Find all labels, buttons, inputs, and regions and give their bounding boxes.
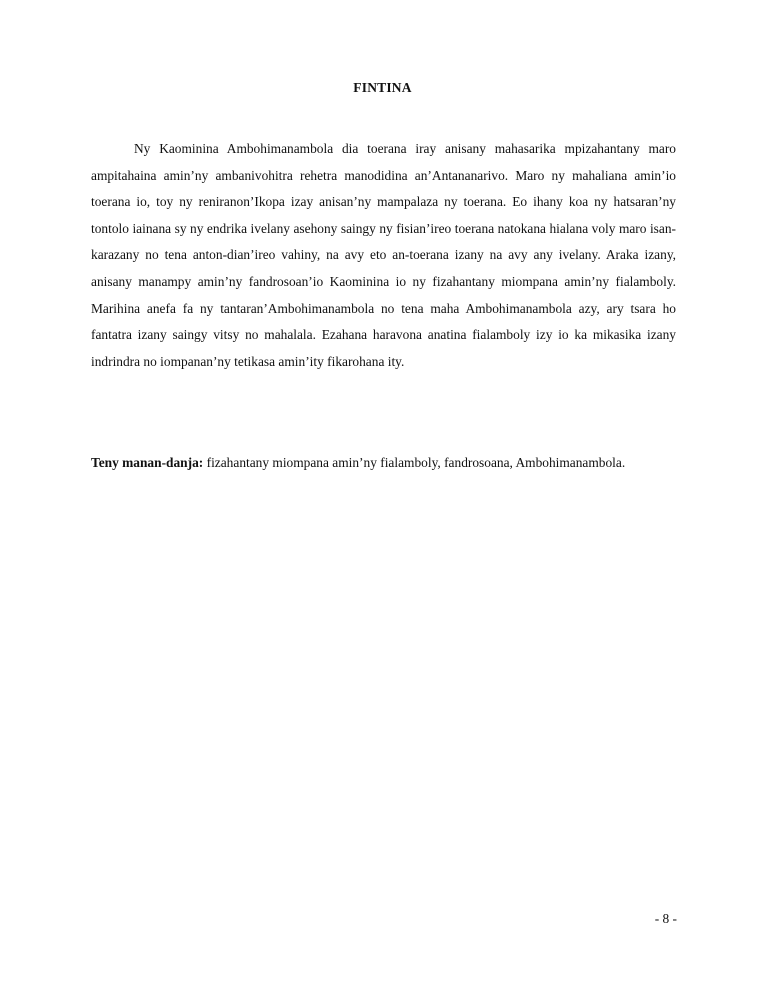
abstract-paragraph: Ny Kaominina Ambohimanambola dia toerana iray anisany mahasarika mpizahantany maro ampitahaina amin’ny ambanivohitra rehetra manodidina an’Antananarivo. Maro ny mahaliana amin’io toerana io, toy ny reniranon’Ikopa izay anisan’ny mampalaza ny toerana. Eo ihany koa ny hatsaran’ny tontolo iainana sy ny endrika ivelany asehony saingy ny fisian’ireo toerana natokana hialana voly maro isan-karazany no tena anton-dian’ireo vahiny, na avy eto an-toerana izany na avy any ivelany. Araka izany, anisany manampy amin’ny fandrosoan’io Kaominina io ny fizahantany miompana amin’ny fialamboly. Marihina anefa fa ny tantaran’Ambohimanambola no tena maha Ambohimanambola azy, ary tsara ho fantatra izany saingy vitsy no mahalala. Ezahana haravona anatina fialamboly izy io ka mikasika izany indrindra no iompanan’ny tetikasa amin’ity fikarohana ity. (91, 141, 676, 369)
page-title: FINTINA (353, 80, 412, 95)
keywords-paragraph (91, 449, 676, 476)
page-number: - 8 - (654, 911, 677, 926)
keywords-label: Teny manan-danja: (91, 455, 204, 470)
keywords-list: fizahantany miompana amin’ny fialamboly, fandrosoana, Ambohimanambola. (206, 455, 626, 470)
